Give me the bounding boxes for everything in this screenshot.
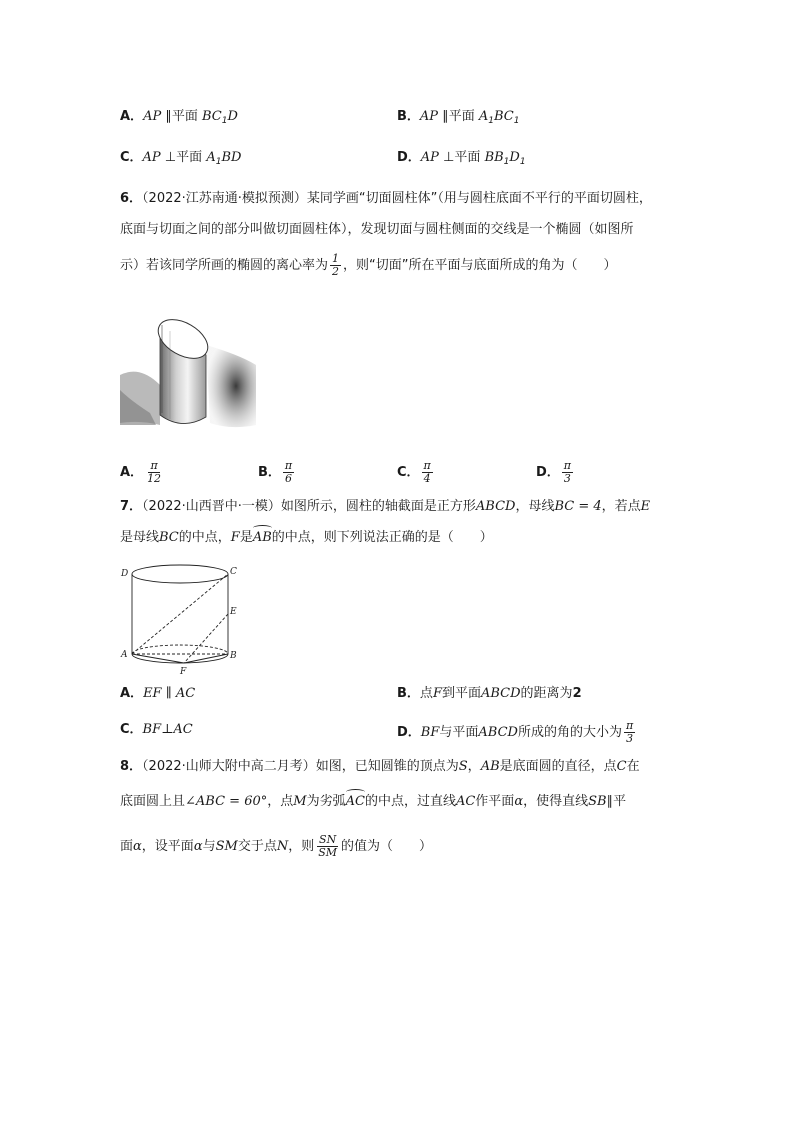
fig-label-a: A [121, 650, 128, 660]
fig-label-d: D [121, 569, 129, 579]
fig-label-f: F [180, 667, 187, 676]
fig-label-e: E [230, 607, 237, 617]
q6-line-3: 示）若该同学所画的椭圆的离心率为 $\frac{1}{2}$ ，则“切面”所在平面与底面所成的角为（ ） [120, 252, 617, 278]
q7-line-2: 是母线BC的中点，F是AB的中点，则下列说法正确的是（ ） [120, 528, 493, 548]
q6-option-d: D． $\frac{\pi}{3}$ [536, 459, 572, 485]
fig-label-b: B [230, 651, 237, 661]
q7-option-c: C．BF⊥AC [120, 722, 193, 737]
q8-line-2: 底面圆上且∠ABC = 60°，点M为劣弧AC的中点，过直线AC作平面α，使得直线SB∥平 [120, 792, 626, 812]
q7-line-1: 7．（2022·山西晋中·一模）如图所示，圆柱的轴截面是正方形ABCD，母线BC = 4，若点E [120, 499, 651, 514]
q7-option-b: B．点F到平面ABCD的距离为2 [397, 686, 582, 701]
eccentricity-fraction: $\frac{1}{2}$ [332, 252, 340, 278]
q8-line-1: 8．（2022·山师大附中高二月考）如图，已知圆锥的顶点为S，AB是底面圆的直径，点C在 [120, 759, 640, 774]
q5-option-d: D．AP ⊥平面 $BB_1D_1$ [397, 150, 526, 167]
q6-line-2: 底面与切面之间的部分叫做切面圆柱体），发现切面与圆柱侧面的交线是一个椭圆（如图所 [120, 222, 634, 237]
q8-line-3: 面α，设平面α与SM交于点N，则 $\frac{SN}{SM}$ 的值为（ ） [120, 833, 433, 859]
cut-cylinder-figure [120, 295, 256, 437]
cylinder-figure [118, 560, 242, 676]
q5-option-b: B．AP ∥平面 $A_1BC_1$ [397, 109, 520, 126]
fig-label-c: C [230, 567, 237, 577]
q7-option-d: D．BF与平面ABCD所成的角的大小为 $\frac{\pi}{3}$ [397, 719, 634, 745]
q6-option-a: A． $\frac{\pi}{12}$ [120, 459, 162, 485]
q6-line-1: 6．（2022·江苏南通·模拟预测）某同学画“切面圆柱体”（用与圆柱底面不平行的平面切圆柱， [120, 191, 652, 206]
q7-option-a: A．EF ∥ AC [120, 686, 196, 701]
q5-option-a: A．AP ∥平面 $BC_1D$ [120, 109, 238, 126]
q6-option-c: C． $\frac{\pi}{4}$ [397, 459, 431, 485]
sn-sm-fraction: $\frac{SN}{SM}$ [318, 833, 338, 859]
q6-option-b: B． $\frac{\pi}{6}$ [258, 459, 293, 485]
q5-option-c: C．AP ⊥平面 $A_1BD$ [120, 150, 242, 167]
